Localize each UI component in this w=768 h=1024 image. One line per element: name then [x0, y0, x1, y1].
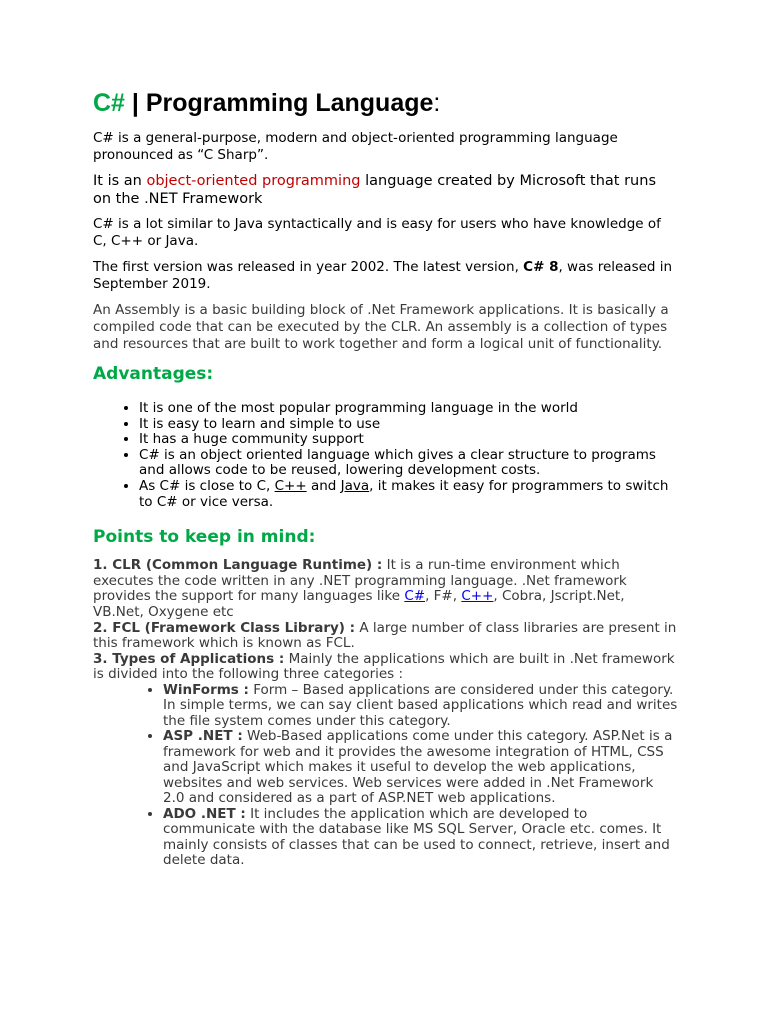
cpp-link-2[interactable]: C++ — [461, 588, 494, 605]
p4-pre: The first version was released in year 2002. The latest version, — [93, 259, 524, 275]
intro-paragraph-2 — [93, 172, 678, 208]
points-section — [93, 558, 678, 869]
list-item — [139, 479, 678, 510]
types-point — [93, 652, 678, 683]
title-colon: : — [433, 89, 441, 117]
list-item: • It is easy to learn and simple to use — [139, 417, 678, 433]
list-item: • It is one of the most popular programming language in the world — [139, 401, 678, 417]
app-types-list — [93, 683, 678, 869]
fcl-label: 2. FCL (Framework Class Library) : — [93, 619, 356, 636]
points-heading: Points to keep in mind: — [93, 527, 316, 548]
winforms-label: WinForms : — [163, 681, 249, 698]
list-item — [163, 807, 678, 869]
clr-post: , Cobra, Jscript.Net, VB.Net, Oxygene etc — [93, 588, 625, 620]
adonet-text: It includes the application which are developed to communicate with the database like MS SQL Server, Oracle etc. comes. It mainly consists of classes that can be used to connect, retrieve, insert and delete data. — [163, 805, 670, 869]
clr-pre: It is a run-time environment which executes the code written in any .NET programming language. .Net framework provides the support for many languages like — [93, 557, 627, 605]
assembly-paragraph: An Assembly is a basic building block of .Net Framework applications. It is basically a compiled code that can be executed by the CLR. An assembly is a collection of types and resources that are built to work together and form a logical unit of functionality. — [93, 302, 669, 352]
types-label: 3. Types of Applications : — [93, 650, 285, 667]
aspnet-text: Web-Based applications come under this category. ASP.Net is a framework for web and it provides the awesome integration of HTML, CSS and JavaScript which makes it useful to develop the web applications, websites and web services. Web services were added in .Net Framework 2.0 and considered as a part of ASP.NET web applications. — [163, 728, 673, 807]
cpp-link[interactable]: C++ — [274, 477, 307, 494]
java-link[interactable]: Java — [340, 477, 370, 494]
intro-paragraph-4 — [93, 259, 678, 293]
advantages-heading: Advantages: — [93, 364, 214, 384]
p2-post: language created by Microsoft that runs on the .NET Framework — [93, 173, 656, 207]
clr-label: 1. CLR (Common Language Runtime) : — [93, 557, 383, 574]
list-item — [163, 729, 678, 807]
advantages-list — [93, 401, 678, 510]
last-pre: As C# is close to C, — [139, 477, 275, 494]
adonet-label: ADO .NET : — [163, 805, 246, 822]
p4-bold-version: C# 8 — [523, 259, 559, 275]
fcl-text: A large number of class libraries are present in this framework which is known as FCL. — [93, 619, 677, 652]
aspnet-label: ASP .NET : — [163, 728, 243, 745]
clr-mid: , F#, — [425, 588, 462, 605]
title-rest: | Programming Language — [124, 89, 434, 117]
title-csharp: C# — [93, 89, 125, 117]
p2-pre: It is an — [93, 173, 147, 189]
last-post: , it makes it easy for programmers to switch to C# or vice versa. — [139, 477, 669, 510]
list-item: • It has a huge community support — [139, 432, 678, 448]
p4-post: , was released in September 2019. — [93, 259, 673, 292]
intro-paragraph-1: C# is a general-purpose, modern and object-oriented programming language pronounced as “C Sharp”. — [93, 130, 618, 163]
winforms-text: Form – Based applications are considered under this category. In simple terms, we can say client based applications which read and writes the file system comes under this category. — [163, 681, 678, 729]
document-content — [93, 86, 678, 869]
list-item — [163, 683, 678, 730]
csharp-link[interactable]: C# — [404, 588, 426, 605]
list-item: • C# is an object oriented language which gives a clear structure to programs and allows code to be reused, lowering development costs. — [139, 448, 678, 479]
intro-paragraph-3: C# is a lot similar to Java syntactically and is easy for users who have knowledge of C, C++ or Java. — [93, 216, 661, 249]
oop-link[interactable]: object-oriented programming — [146, 173, 361, 189]
last-mid: and — [306, 477, 341, 494]
fcl-point — [93, 621, 678, 652]
clr-point — [93, 558, 678, 620]
types-text: Mainly the applications which are built in .Net framework is divided into the following three categories : — [93, 650, 675, 683]
page-title — [93, 86, 678, 120]
